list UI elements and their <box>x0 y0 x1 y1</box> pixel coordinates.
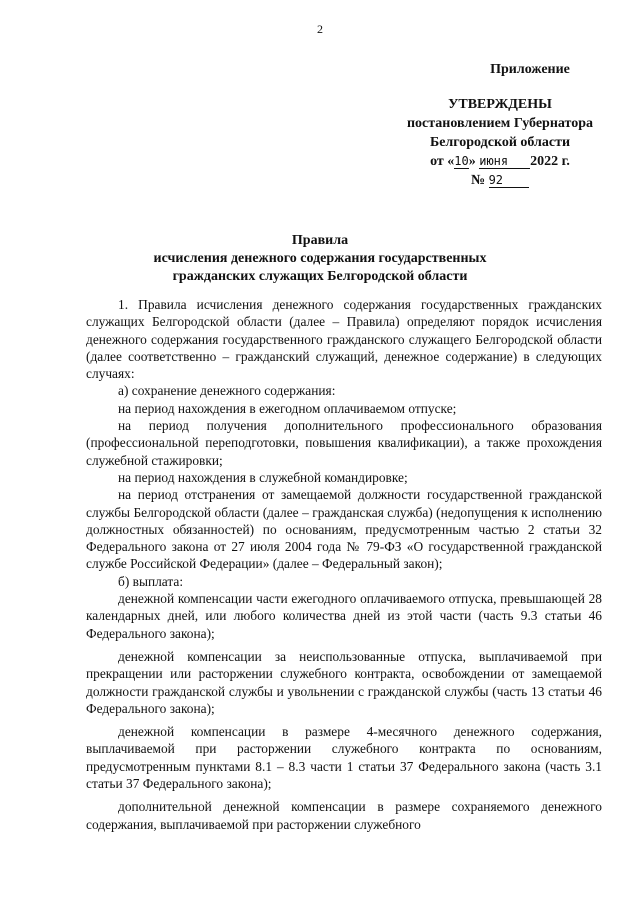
paragraph: а) сохранение денежного содержания: <box>118 383 336 399</box>
paragraph: на период отстранения от замещаемой должности государственной гражданской службы Белгородской области (далее – гражданская служба) (недопущения к исполнению должностных обязанностей) по основаниям, предусмотренным частью 2 статьи 32 Федерального закона от 27 июля 2004 года № 79-ФЗ «О государственной гражданской службе Российской Федерации» (далее – Федеральный закон); <box>86 487 602 572</box>
title-line-3: гражданских служащих Белгородской области <box>172 269 468 284</box>
document-body <box>86 296 602 833</box>
appendix-label: Приложение <box>490 62 570 77</box>
paragraph: на период нахождения в ежегодном оплачиваемом отпуске; <box>118 400 457 416</box>
approved-heading: УТВЕРЖДЕНЫ <box>448 97 552 112</box>
paragraph: денежной компенсации за неиспользованные отпуска, выплачиваемой при прекращении или расторжении служебного контракта, освобождении от замещаемой должности гражданской службы и увольнении с гражданской службы (часть 13 статьи 46 Федерального закона); <box>86 648 602 716</box>
paragraph: на период нахождения в служебной командировке; <box>118 469 408 485</box>
date-prefix: от « <box>430 154 455 169</box>
approval-date <box>380 152 620 171</box>
title-line-1: Правила <box>291 233 349 248</box>
paragraph: б) выплата: <box>118 573 184 589</box>
paragraph: на период получения дополнительного профессионального образования (профессиональной переподготовки, повышения квалификации), а также прохождения служебной стажировки; <box>86 418 602 468</box>
number-value: 92 <box>489 173 529 188</box>
page-number: 2 <box>317 22 323 36</box>
document-title <box>40 232 600 286</box>
date-day: 10 <box>454 154 469 168</box>
approval-block <box>380 60 620 190</box>
title-line-2: исчисления денежного содержания государственных <box>153 251 487 266</box>
date-year: 2022 г. <box>530 154 570 169</box>
number-prefix: № <box>470 173 489 188</box>
date-mid: » <box>468 154 480 169</box>
paragraph: 1. Правила исчисления денежного содержания государственных гражданских служащих Белгородской области (далее – Правила) определяют порядок исчисления денежного содержания государственного гражданского служащего Белгородской области (далее соответственно – гражданский служащий, денежное содержание) в следующих случаях: <box>86 297 602 382</box>
paragraph: денежной компенсации части ежегодного оплачиваемого отпуска, превышающей 28 календарных дней, или любого количества дней из этой части (часть 9.3 статьи 46 Федерального закона); <box>86 591 602 641</box>
date-month: июня <box>479 154 530 169</box>
paragraph: денежной компенсации в размере 4-месячного денежного содержания, выплачиваемой при расторжении служебного контракта по основаниям, предусмотренным пунктами 8.1 – 8.3 части 1 статьи 37 Федерального закона (часть 3.1 статьи 37 Федерального закона); <box>86 724 602 792</box>
approval-number <box>380 171 620 190</box>
approval-line-1: постановлением Губернатора <box>406 116 594 131</box>
paragraph: дополнительной денежной компенсации в размере сохраняемого денежного содержания, выплачиваемой при расторжении служебного <box>86 799 602 832</box>
approval-line-2: Белгородской области <box>429 135 571 150</box>
